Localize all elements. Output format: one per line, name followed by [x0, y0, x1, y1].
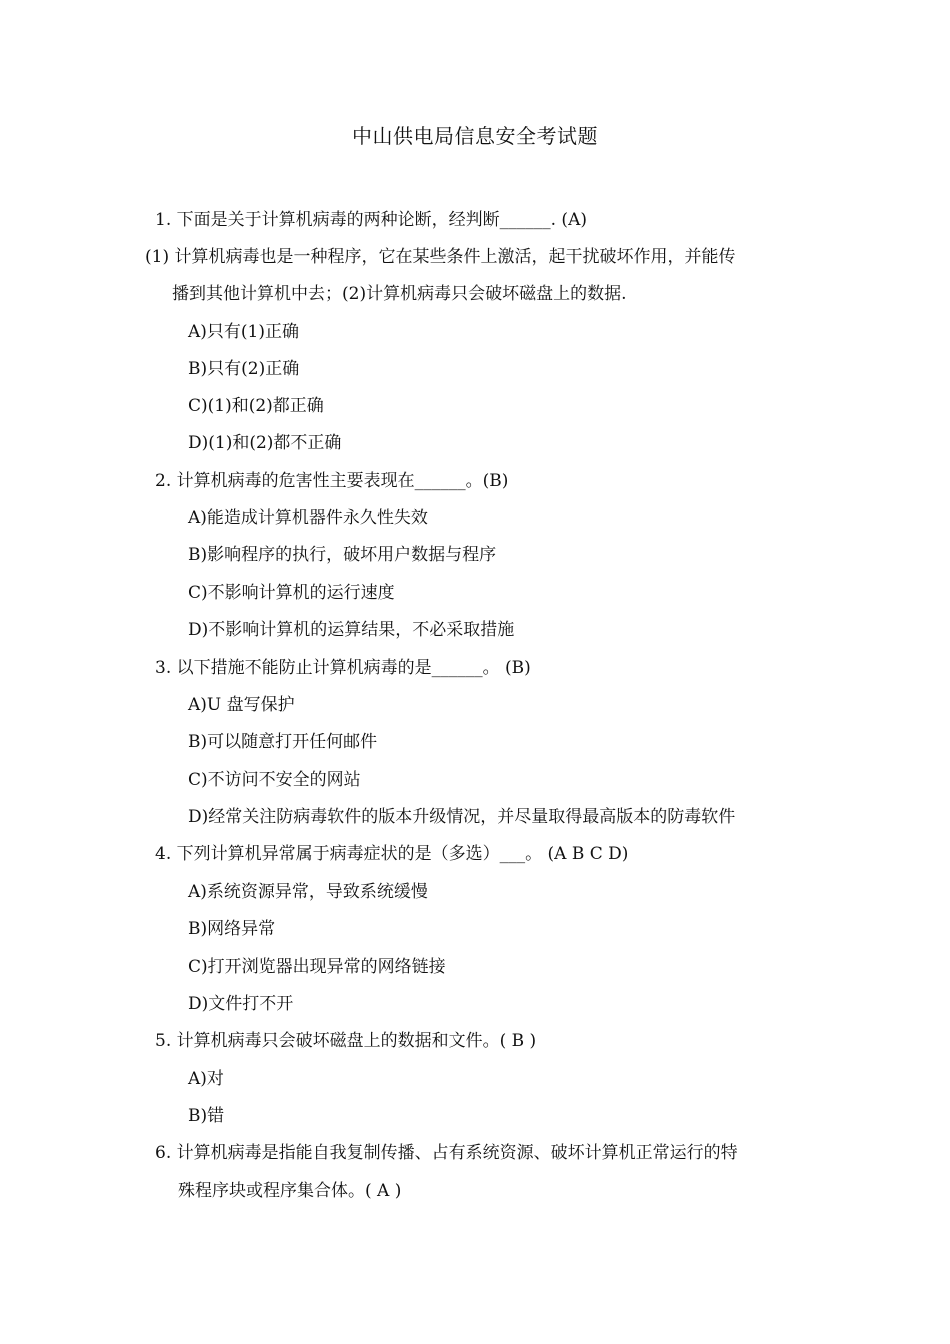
- question-4-option-b: B)网络异常: [188, 919, 276, 939]
- page-title: 中山供电局信息安全考试题: [352, 124, 598, 148]
- question-4-option-d: D)文件打不开: [188, 994, 294, 1014]
- question-3-option-d: D)经常关注防病毒软件的版本升级情况，并尽量取得最高版本的防毒软件: [188, 807, 736, 827]
- question-6-stem-line-2: 殊程序块或程序集合体。( A ): [178, 1181, 402, 1201]
- question-2-option-d: D)不影响计算机的运算结果，不必采取措施: [188, 620, 515, 640]
- question-1-option-c: C)(1)和(2)都正确: [188, 396, 324, 416]
- question-3-option-c: C)不访问不安全的网站: [188, 770, 361, 790]
- question-5-option-b: B)错: [188, 1106, 225, 1126]
- question-1-option-d: D)(1)和(2)都不正确: [188, 433, 342, 453]
- question-1-option-a: A)只有(1)正确: [188, 322, 299, 342]
- question-1-statement-line-2: 播到其他计算机中去；(2)计算机病毒只会破坏磁盘上的数据.: [172, 284, 627, 304]
- question-1-option-b: B)只有(2)正确: [188, 359, 300, 379]
- question-1-statement-line-1: (1) 计算机病毒也是一种程序，它在某些条件上激活，起干扰破坏作用，并能传: [145, 247, 736, 267]
- question-2-option-c: C)不影响计算机的运行速度: [188, 583, 395, 603]
- question-6-stem-line-1: 6. 计算机病毒是指能自我复制传播、占有系统资源、破坏计算机正常运行的特: [155, 1143, 738, 1163]
- question-3-option-a: A)U 盘写保护: [188, 695, 295, 715]
- question-1-stem: 1. 下面是关于计算机病毒的两种论断，经判断______. (A): [155, 210, 587, 230]
- question-4-option-a: A)系统资源异常，导致系统缓慢: [188, 882, 428, 902]
- question-4-option-c: C)打开浏览器出现异常的网络链接: [188, 957, 446, 977]
- question-2-option-a: A)能造成计算机器件永久性失效: [188, 508, 428, 528]
- question-2-option-b: B)影响程序的执行，破坏用户数据与程序: [188, 545, 497, 565]
- question-2-stem: 2. 计算机病毒的危害性主要表现在______。(B): [155, 471, 509, 491]
- question-5-stem: 5. 计算机病毒只会破坏磁盘上的数据和文件。( B ): [155, 1031, 537, 1051]
- question-4-stem: 4. 下列计算机异常属于病毒症状的是（多选）___。 (A B C D): [155, 844, 629, 864]
- question-3-option-b: B)可以随意打开任何邮件: [188, 732, 378, 752]
- question-5-option-a: A)对: [188, 1069, 224, 1089]
- question-3-stem: 3. 以下措施不能防止计算机病毒的是______。 (B): [155, 658, 531, 678]
